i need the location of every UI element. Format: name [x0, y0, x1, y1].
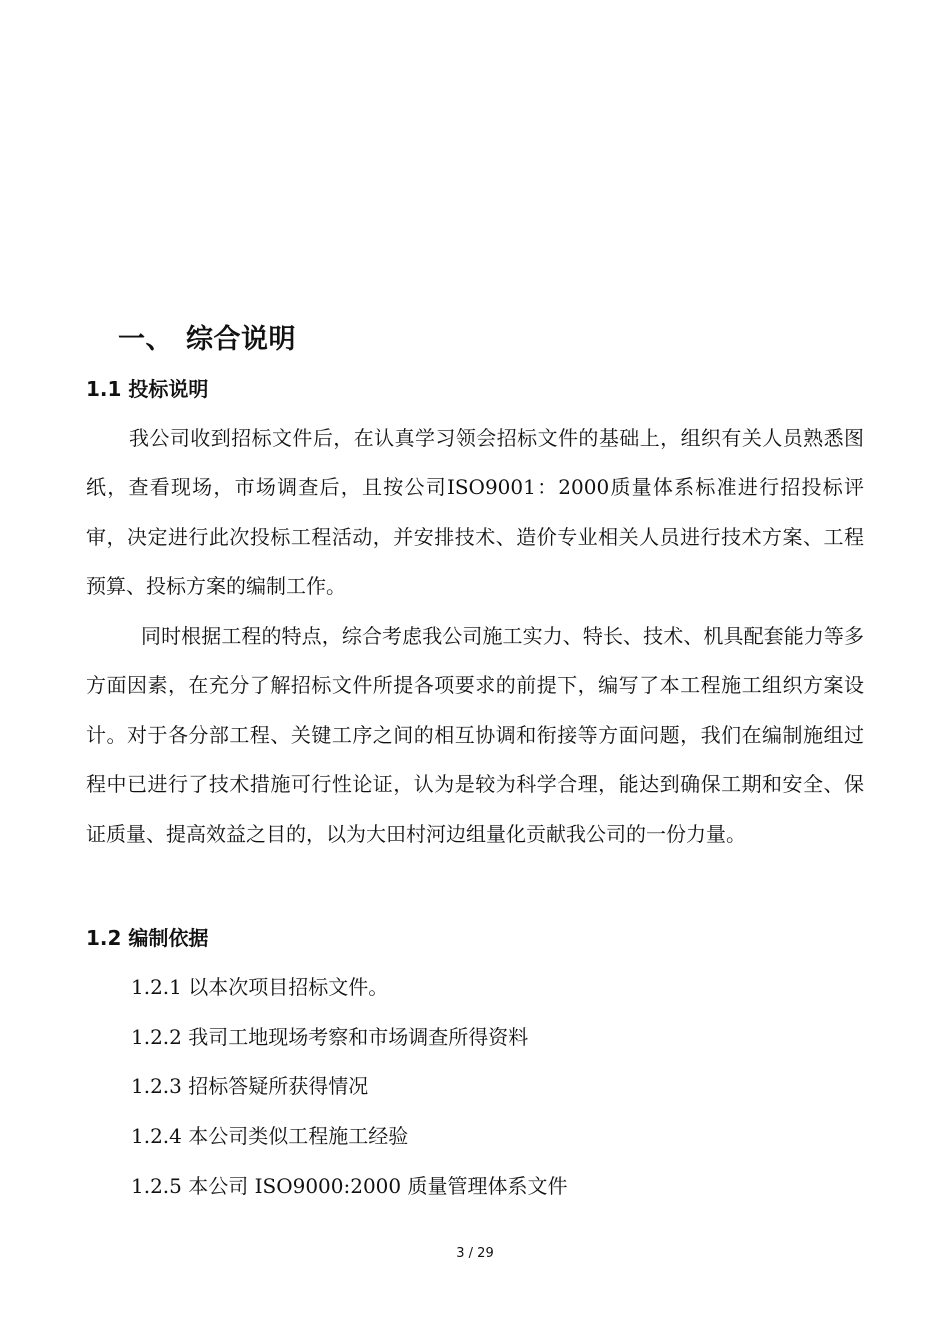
list-item: 1.2.1 以本次项目招标文件。: [131, 975, 389, 999]
page-number: 3 / 29: [456, 1246, 494, 1261]
paragraph-bid-description: 我公司收到招标文件后，在认真学习领会招标文件的基础上，组织有关人员熟悉图纸，查看现场，市场调查后，且按公司ISO9001：2000质量体系标准进行招投标评审，决定进行此次投标工程活动，并安排技术、造价专业相关人员进行技术方案、工程预算、投标方案的编制工作。: [86, 426, 864, 599]
paragraph-preparation-approach: 同时根据工程的特点，综合考虑我公司施工实力、特长、技术、机具配套能力等多方面因素，在充分了解招标文件所提各项要求的前提下，编写了本工程施工组织方案设计。对于各分部工程、关键工序之间的相互协调和衔接等方面问题，我们在编制施组过程中已进行了技术措施可行性论证，认为是较为科学合理，能达到确保工期和安全、保证质量、提高效益之目的，以为大田村河边组量化贡献我公司的一份力量。: [86, 624, 864, 846]
list-item: 1.2.4 本公司类似工程施工经验: [131, 1124, 409, 1148]
list-item: 1.2.3 招标答疑所获得情况: [131, 1074, 369, 1098]
section-heading-1-1: 1.1 投标说明: [86, 377, 209, 401]
chapter-heading: [118, 320, 296, 360]
list-item: 1.2.5 本公司 ISO9000:2000 质量管理体系文件: [131, 1174, 568, 1198]
section-heading-1-2: 1.2 编制依据: [86, 926, 209, 950]
list-item: 1.2.2 我司工地现场考察和市场调查所得资料: [131, 1025, 529, 1049]
chapter-number: 一、: [118, 324, 173, 355]
chapter-title: 综合说明: [186, 324, 296, 355]
